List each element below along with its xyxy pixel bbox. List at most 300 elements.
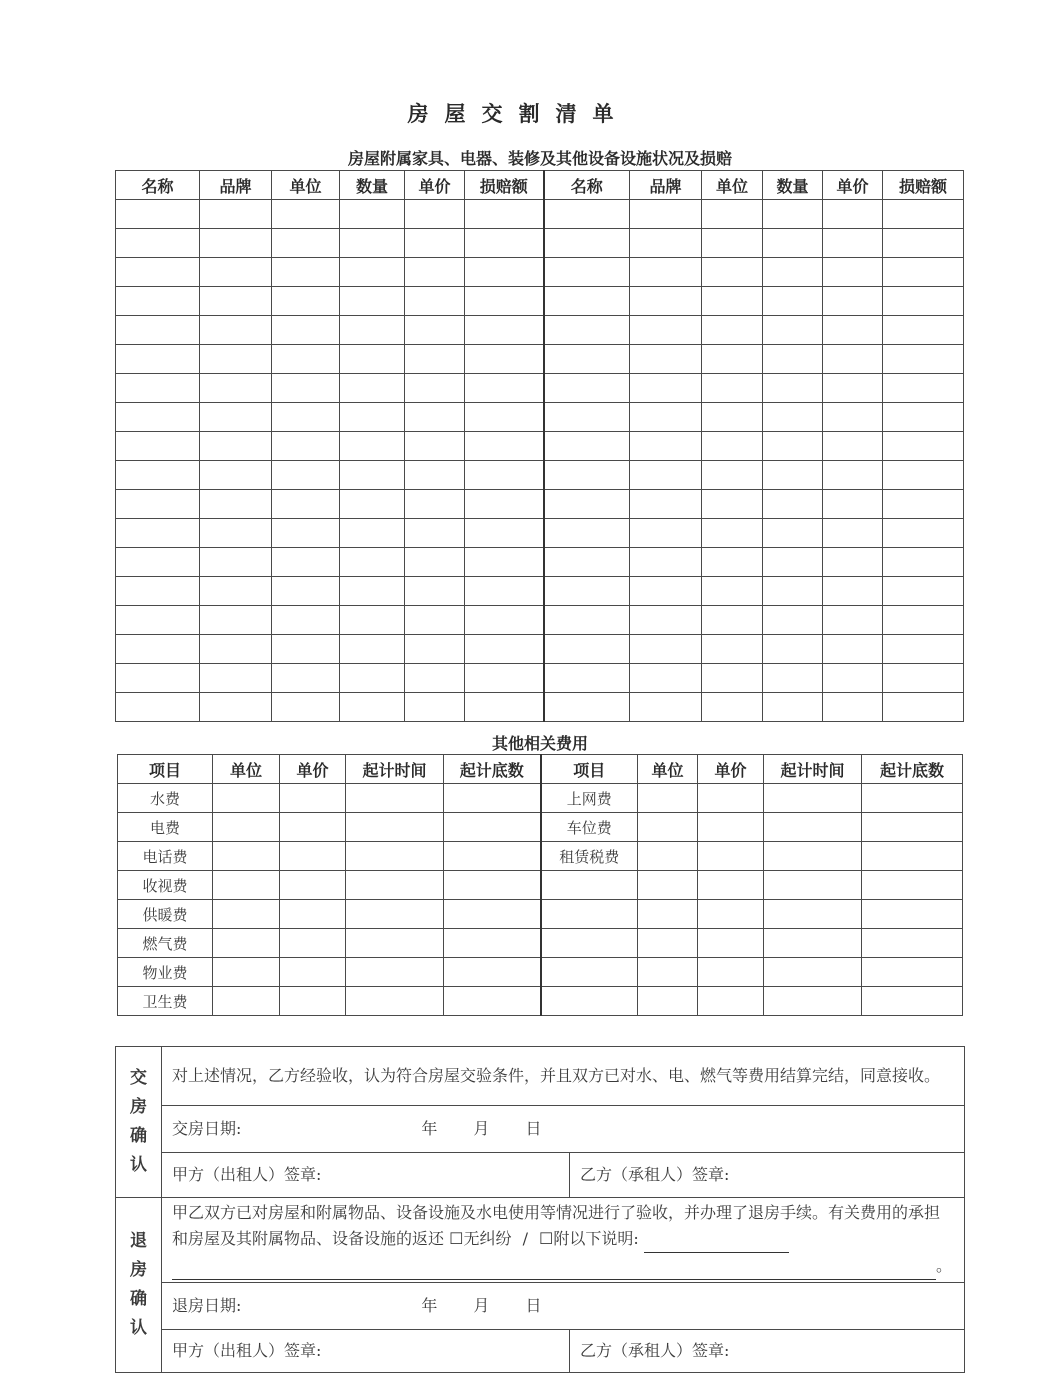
table-cell[interactable]: [444, 813, 541, 842]
table-cell[interactable]: [698, 842, 764, 871]
table-cell[interactable]: [630, 519, 702, 548]
fee-item-label: [541, 958, 638, 987]
table-cell[interactable]: [116, 258, 200, 287]
table-cell[interactable]: [698, 784, 764, 813]
table-cell[interactable]: [702, 374, 763, 403]
table-cell[interactable]: [823, 432, 883, 461]
table-cell[interactable]: [465, 664, 544, 693]
note-blank-line-2[interactable]: [172, 1253, 936, 1280]
table-cell[interactable]: [763, 345, 823, 374]
table-cell[interactable]: [630, 432, 702, 461]
table-cell[interactable]: [200, 490, 272, 519]
table-cell[interactable]: [823, 403, 883, 432]
table-cell[interactable]: [702, 490, 763, 519]
table-cell[interactable]: [280, 871, 346, 900]
table-cell[interactable]: [405, 200, 465, 229]
table-cell[interactable]: [405, 374, 465, 403]
table-cell[interactable]: [272, 577, 340, 606]
table-cell[interactable]: [116, 519, 200, 548]
table-cell[interactable]: [340, 258, 405, 287]
table-cell[interactable]: [213, 784, 280, 813]
table-cell[interactable]: [280, 929, 346, 958]
table-cell[interactable]: [280, 813, 346, 842]
table-cell[interactable]: [116, 345, 200, 374]
table-cell[interactable]: [465, 403, 544, 432]
table-cell[interactable]: [544, 432, 630, 461]
table-cell[interactable]: [883, 403, 964, 432]
table-cell[interactable]: [638, 813, 698, 842]
table-cell[interactable]: [405, 287, 465, 316]
table-cell[interactable]: [346, 900, 444, 929]
table-cell[interactable]: [346, 784, 444, 813]
table-cell[interactable]: [764, 987, 862, 1016]
table-cell[interactable]: [116, 664, 200, 693]
table-cell[interactable]: [200, 693, 272, 722]
table-cell[interactable]: [272, 606, 340, 635]
table-cell[interactable]: [465, 432, 544, 461]
table-cell[interactable]: [883, 345, 964, 374]
table-cell[interactable]: [272, 287, 340, 316]
table-cell[interactable]: [544, 345, 630, 374]
table-cell[interactable]: [280, 958, 346, 987]
table-cell[interactable]: [702, 229, 763, 258]
table-cell[interactable]: [702, 345, 763, 374]
table-cell[interactable]: [465, 635, 544, 664]
table-cell[interactable]: [346, 813, 444, 842]
checkout-statement: 甲乙双方已对房屋和附属物品、设备设施及水电使用等情况进行了验收，并办理了退房手续。有关费用的承担和房屋及其附属物品、设备设施的返还: [172, 1203, 941, 1248]
table-cell[interactable]: [116, 316, 200, 345]
option-divider: /: [522, 1229, 528, 1248]
table-cell[interactable]: [116, 287, 200, 316]
table-cell[interactable]: [763, 258, 823, 287]
table-cell[interactable]: [823, 345, 883, 374]
table-cell[interactable]: [630, 258, 702, 287]
table-cell[interactable]: [764, 929, 862, 958]
table-cell[interactable]: [340, 229, 405, 258]
table-cell[interactable]: [883, 287, 964, 316]
table-cell[interactable]: [764, 842, 862, 871]
table-cell[interactable]: [544, 316, 630, 345]
table-cell[interactable]: [544, 258, 630, 287]
table-cell[interactable]: [638, 929, 698, 958]
table-cell[interactable]: [763, 664, 823, 693]
table-cell[interactable]: [405, 490, 465, 519]
table-cell[interactable]: [200, 287, 272, 316]
table-cell[interactable]: [444, 871, 541, 900]
table-cell[interactable]: [340, 374, 405, 403]
table-cell[interactable]: [702, 693, 763, 722]
table-cell[interactable]: [280, 987, 346, 1016]
table-cell[interactable]: [200, 229, 272, 258]
table-cell[interactable]: [200, 577, 272, 606]
table-cell[interactable]: [702, 461, 763, 490]
table-cell[interactable]: [702, 577, 763, 606]
table-cell[interactable]: [883, 316, 964, 345]
table-cell[interactable]: [544, 287, 630, 316]
table-row: [116, 461, 964, 490]
checkout-side-label: 退房确认: [116, 1198, 162, 1373]
table-cell[interactable]: [116, 432, 200, 461]
table-cell[interactable]: [544, 606, 630, 635]
table-cell[interactable]: [763, 229, 823, 258]
header-unit: 单位: [638, 755, 698, 784]
table-cell[interactable]: [763, 316, 823, 345]
table-cell[interactable]: [702, 432, 763, 461]
checkout-statement-cell: [162, 1198, 965, 1283]
table-cell[interactable]: [213, 987, 280, 1016]
table-cell[interactable]: [862, 958, 963, 987]
table-cell[interactable]: [544, 229, 630, 258]
table-cell[interactable]: [862, 871, 963, 900]
table-cell[interactable]: [544, 519, 630, 548]
table-cell[interactable]: [883, 606, 964, 635]
table-cell[interactable]: [465, 200, 544, 229]
table-cell[interactable]: [116, 548, 200, 577]
table-cell[interactable]: [200, 403, 272, 432]
table-cell[interactable]: [346, 871, 444, 900]
table-cell[interactable]: [405, 693, 465, 722]
table-cell[interactable]: [116, 200, 200, 229]
table-cell[interactable]: [465, 606, 544, 635]
table-cell[interactable]: [340, 664, 405, 693]
table-cell[interactable]: [544, 548, 630, 577]
table-cell[interactable]: [444, 842, 541, 871]
table-cell[interactable]: [883, 548, 964, 577]
table-cell[interactable]: [883, 664, 964, 693]
table-cell[interactable]: [405, 548, 465, 577]
table-cell[interactable]: [823, 258, 883, 287]
table-cell[interactable]: [116, 403, 200, 432]
table-cell[interactable]: [272, 432, 340, 461]
table-cell[interactable]: [630, 345, 702, 374]
table-cell[interactable]: [883, 693, 964, 722]
table-cell[interactable]: [764, 871, 862, 900]
table-cell[interactable]: [823, 577, 883, 606]
table-cell[interactable]: [444, 929, 541, 958]
table-cell[interactable]: [405, 229, 465, 258]
table-cell[interactable]: [698, 871, 764, 900]
table-cell[interactable]: [200, 432, 272, 461]
table-cell[interactable]: [465, 287, 544, 316]
table-cell[interactable]: [702, 635, 763, 664]
table-cell[interactable]: [883, 200, 964, 229]
table-cell[interactable]: [638, 987, 698, 1016]
table-cell[interactable]: [763, 548, 823, 577]
table-cell[interactable]: [200, 316, 272, 345]
table-cell[interactable]: [272, 258, 340, 287]
table-cell[interactable]: [544, 693, 630, 722]
table-cell[interactable]: [405, 606, 465, 635]
table-cell[interactable]: [116, 374, 200, 403]
table-cell[interactable]: [862, 900, 963, 929]
table-cell[interactable]: [823, 461, 883, 490]
table-cell[interactable]: [340, 548, 405, 577]
table-cell[interactable]: [465, 577, 544, 606]
table-cell[interactable]: [630, 200, 702, 229]
table-cell[interactable]: [116, 461, 200, 490]
table-cell[interactable]: [630, 229, 702, 258]
table-cell[interactable]: [465, 258, 544, 287]
table-cell[interactable]: [702, 316, 763, 345]
table-cell[interactable]: [340, 606, 405, 635]
table-cell[interactable]: [763, 403, 823, 432]
table-cell[interactable]: [116, 693, 200, 722]
table-cell[interactable]: [763, 577, 823, 606]
table-cell[interactable]: [630, 374, 702, 403]
table-cell[interactable]: [272, 229, 340, 258]
table-cell[interactable]: [405, 577, 465, 606]
table-cell[interactable]: [862, 842, 963, 871]
table-cell[interactable]: [862, 987, 963, 1016]
table-cell[interactable]: [638, 784, 698, 813]
table-cell[interactable]: [702, 287, 763, 316]
table-cell[interactable]: [544, 200, 630, 229]
confirmation-table: [115, 1046, 965, 1373]
table-cell[interactable]: [763, 693, 823, 722]
table-cell[interactable]: [764, 784, 862, 813]
table-cell[interactable]: [763, 635, 823, 664]
table-cell[interactable]: [763, 490, 823, 519]
table-cell[interactable]: [465, 374, 544, 403]
table-cell[interactable]: [698, 813, 764, 842]
table-cell[interactable]: [763, 374, 823, 403]
table-cell[interactable]: [763, 519, 823, 548]
table-cell[interactable]: [862, 784, 963, 813]
table-cell[interactable]: [698, 929, 764, 958]
table-cell[interactable]: [883, 432, 964, 461]
table-cell[interactable]: [544, 635, 630, 664]
table-cell[interactable]: [638, 871, 698, 900]
table-cell[interactable]: [340, 287, 405, 316]
table-cell[interactable]: [544, 490, 630, 519]
table-cell[interactable]: [280, 900, 346, 929]
table-cell[interactable]: [405, 664, 465, 693]
table-cell[interactable]: [883, 374, 964, 403]
table-cell[interactable]: [702, 200, 763, 229]
table-cell[interactable]: [200, 374, 272, 403]
table-cell[interactable]: [630, 316, 702, 345]
table-cell[interactable]: [340, 693, 405, 722]
table-cell[interactable]: [544, 664, 630, 693]
header-unit-price: 单价: [823, 171, 883, 200]
table-cell[interactable]: [823, 200, 883, 229]
table-row: [118, 987, 963, 1016]
table-cell[interactable]: [862, 813, 963, 842]
table-cell[interactable]: [698, 987, 764, 1016]
table-cell[interactable]: [702, 664, 763, 693]
table-cell[interactable]: [702, 258, 763, 287]
table-cell[interactable]: [630, 606, 702, 635]
table-cell[interactable]: [630, 461, 702, 490]
table-cell[interactable]: [465, 490, 544, 519]
table-cell[interactable]: [405, 258, 465, 287]
table-cell[interactable]: [346, 987, 444, 1016]
table-cell[interactable]: [883, 461, 964, 490]
table-cell[interactable]: [823, 693, 883, 722]
table-cell[interactable]: [272, 490, 340, 519]
no-dispute-checkbox[interactable]: ☐无纠纷: [449, 1229, 512, 1248]
note-blank-line[interactable]: [644, 1226, 789, 1253]
table-cell[interactable]: [405, 461, 465, 490]
table-cell[interactable]: [116, 229, 200, 258]
month-label: 月: [473, 1119, 490, 1138]
table-cell[interactable]: [883, 258, 964, 287]
table-cell[interactable]: [638, 842, 698, 871]
table-cell[interactable]: [444, 987, 541, 1016]
table-cell[interactable]: [702, 403, 763, 432]
table-cell[interactable]: [272, 548, 340, 577]
table-cell[interactable]: [465, 548, 544, 577]
table-cell[interactable]: [272, 200, 340, 229]
table-cell[interactable]: [405, 519, 465, 548]
table-cell[interactable]: [883, 490, 964, 519]
table-cell[interactable]: [823, 490, 883, 519]
table-cell[interactable]: [544, 374, 630, 403]
table-cell[interactable]: [702, 519, 763, 548]
table-cell[interactable]: [272, 635, 340, 664]
table-cell[interactable]: [823, 606, 883, 635]
table-cell[interactable]: [340, 432, 405, 461]
header-start-reading: 起计底数: [862, 755, 963, 784]
table-cell[interactable]: [116, 606, 200, 635]
table-cell[interactable]: [883, 519, 964, 548]
header-unit-price: 单价: [698, 755, 764, 784]
table-cell[interactable]: [200, 635, 272, 664]
table-cell[interactable]: [823, 548, 883, 577]
table-cell[interactable]: [465, 519, 544, 548]
table-cell[interactable]: [764, 900, 862, 929]
table-cell[interactable]: [213, 958, 280, 987]
table-cell[interactable]: [272, 345, 340, 374]
table-cell[interactable]: [823, 287, 883, 316]
table-cell[interactable]: [340, 519, 405, 548]
table-cell[interactable]: [764, 958, 862, 987]
table-cell[interactable]: [763, 461, 823, 490]
table-cell[interactable]: [280, 842, 346, 871]
table-cell[interactable]: [200, 519, 272, 548]
table-cell[interactable]: [465, 693, 544, 722]
fee-item-label: 收视费: [118, 871, 213, 900]
table-cell[interactable]: [465, 229, 544, 258]
table-cell[interactable]: [405, 432, 465, 461]
table-cell[interactable]: [272, 693, 340, 722]
table-cell[interactable]: [444, 958, 541, 987]
table-cell[interactable]: [638, 900, 698, 929]
table-cell[interactable]: [823, 519, 883, 548]
table-cell[interactable]: [763, 200, 823, 229]
table-cell[interactable]: [630, 490, 702, 519]
table-cell[interactable]: [213, 871, 280, 900]
table-cell[interactable]: [340, 316, 405, 345]
table-cell[interactable]: [764, 813, 862, 842]
table-cell[interactable]: [883, 577, 964, 606]
table-cell[interactable]: [200, 345, 272, 374]
table-cell[interactable]: [200, 461, 272, 490]
table-cell[interactable]: [630, 664, 702, 693]
table-cell[interactable]: [272, 316, 340, 345]
table-cell[interactable]: [200, 606, 272, 635]
table-cell[interactable]: [116, 635, 200, 664]
table-cell[interactable]: [272, 403, 340, 432]
note-checkbox[interactable]: ☐附以下说明:: [539, 1229, 639, 1248]
table-cell[interactable]: [116, 490, 200, 519]
header-unit-price: 单价: [280, 755, 346, 784]
table-cell[interactable]: [630, 287, 702, 316]
table-cell[interactable]: [200, 258, 272, 287]
table-cell[interactable]: [340, 461, 405, 490]
table-cell[interactable]: [823, 635, 883, 664]
table-cell[interactable]: [272, 519, 340, 548]
header-unit-price: 单价: [405, 171, 465, 200]
table-cell[interactable]: [272, 461, 340, 490]
table-cell[interactable]: [213, 929, 280, 958]
table-cell[interactable]: [702, 606, 763, 635]
table-cell[interactable]: [630, 577, 702, 606]
table-cell[interactable]: [698, 958, 764, 987]
table-cell[interactable]: [544, 403, 630, 432]
table-cell[interactable]: [823, 664, 883, 693]
table-cell[interactable]: [200, 200, 272, 229]
table-cell[interactable]: [630, 403, 702, 432]
table-cell[interactable]: [405, 316, 465, 345]
table-cell[interactable]: [340, 577, 405, 606]
table-cell[interactable]: [763, 606, 823, 635]
table-cell[interactable]: [862, 929, 963, 958]
table-cell[interactable]: [213, 813, 280, 842]
table-cell[interactable]: [823, 374, 883, 403]
table-cell[interactable]: [346, 958, 444, 987]
table-cell[interactable]: [405, 635, 465, 664]
table-cell[interactable]: [444, 900, 541, 929]
table-cell[interactable]: [213, 842, 280, 871]
table-cell[interactable]: [698, 900, 764, 929]
table-cell[interactable]: [702, 548, 763, 577]
table-cell[interactable]: [465, 345, 544, 374]
table-cell[interactable]: [823, 316, 883, 345]
table-cell[interactable]: [280, 784, 346, 813]
table-cell[interactable]: [823, 229, 883, 258]
table-cell[interactable]: [200, 664, 272, 693]
table-cell[interactable]: [544, 461, 630, 490]
table-cell[interactable]: [405, 403, 465, 432]
table-cell[interactable]: [116, 577, 200, 606]
table-cell[interactable]: [544, 577, 630, 606]
table-cell[interactable]: [346, 929, 444, 958]
table-cell[interactable]: [638, 958, 698, 987]
table-cell[interactable]: [630, 548, 702, 577]
table-cell[interactable]: [444, 784, 541, 813]
table-cell[interactable]: [883, 229, 964, 258]
table-cell[interactable]: [630, 635, 702, 664]
table-cell[interactable]: [763, 287, 823, 316]
table-cell[interactable]: [340, 403, 405, 432]
table-cell[interactable]: [272, 374, 340, 403]
table-cell[interactable]: [346, 842, 444, 871]
table-cell[interactable]: [630, 693, 702, 722]
table-cell[interactable]: [272, 664, 340, 693]
table-cell[interactable]: [213, 900, 280, 929]
table-cell[interactable]: [340, 200, 405, 229]
table-cell[interactable]: [340, 635, 405, 664]
table-cell[interactable]: [883, 635, 964, 664]
table-cell[interactable]: [465, 316, 544, 345]
table-cell[interactable]: [200, 548, 272, 577]
table-cell[interactable]: [340, 490, 405, 519]
table-cell[interactable]: [465, 461, 544, 490]
table-cell[interactable]: [405, 345, 465, 374]
table-cell[interactable]: [763, 432, 823, 461]
table-cell[interactable]: [340, 345, 405, 374]
